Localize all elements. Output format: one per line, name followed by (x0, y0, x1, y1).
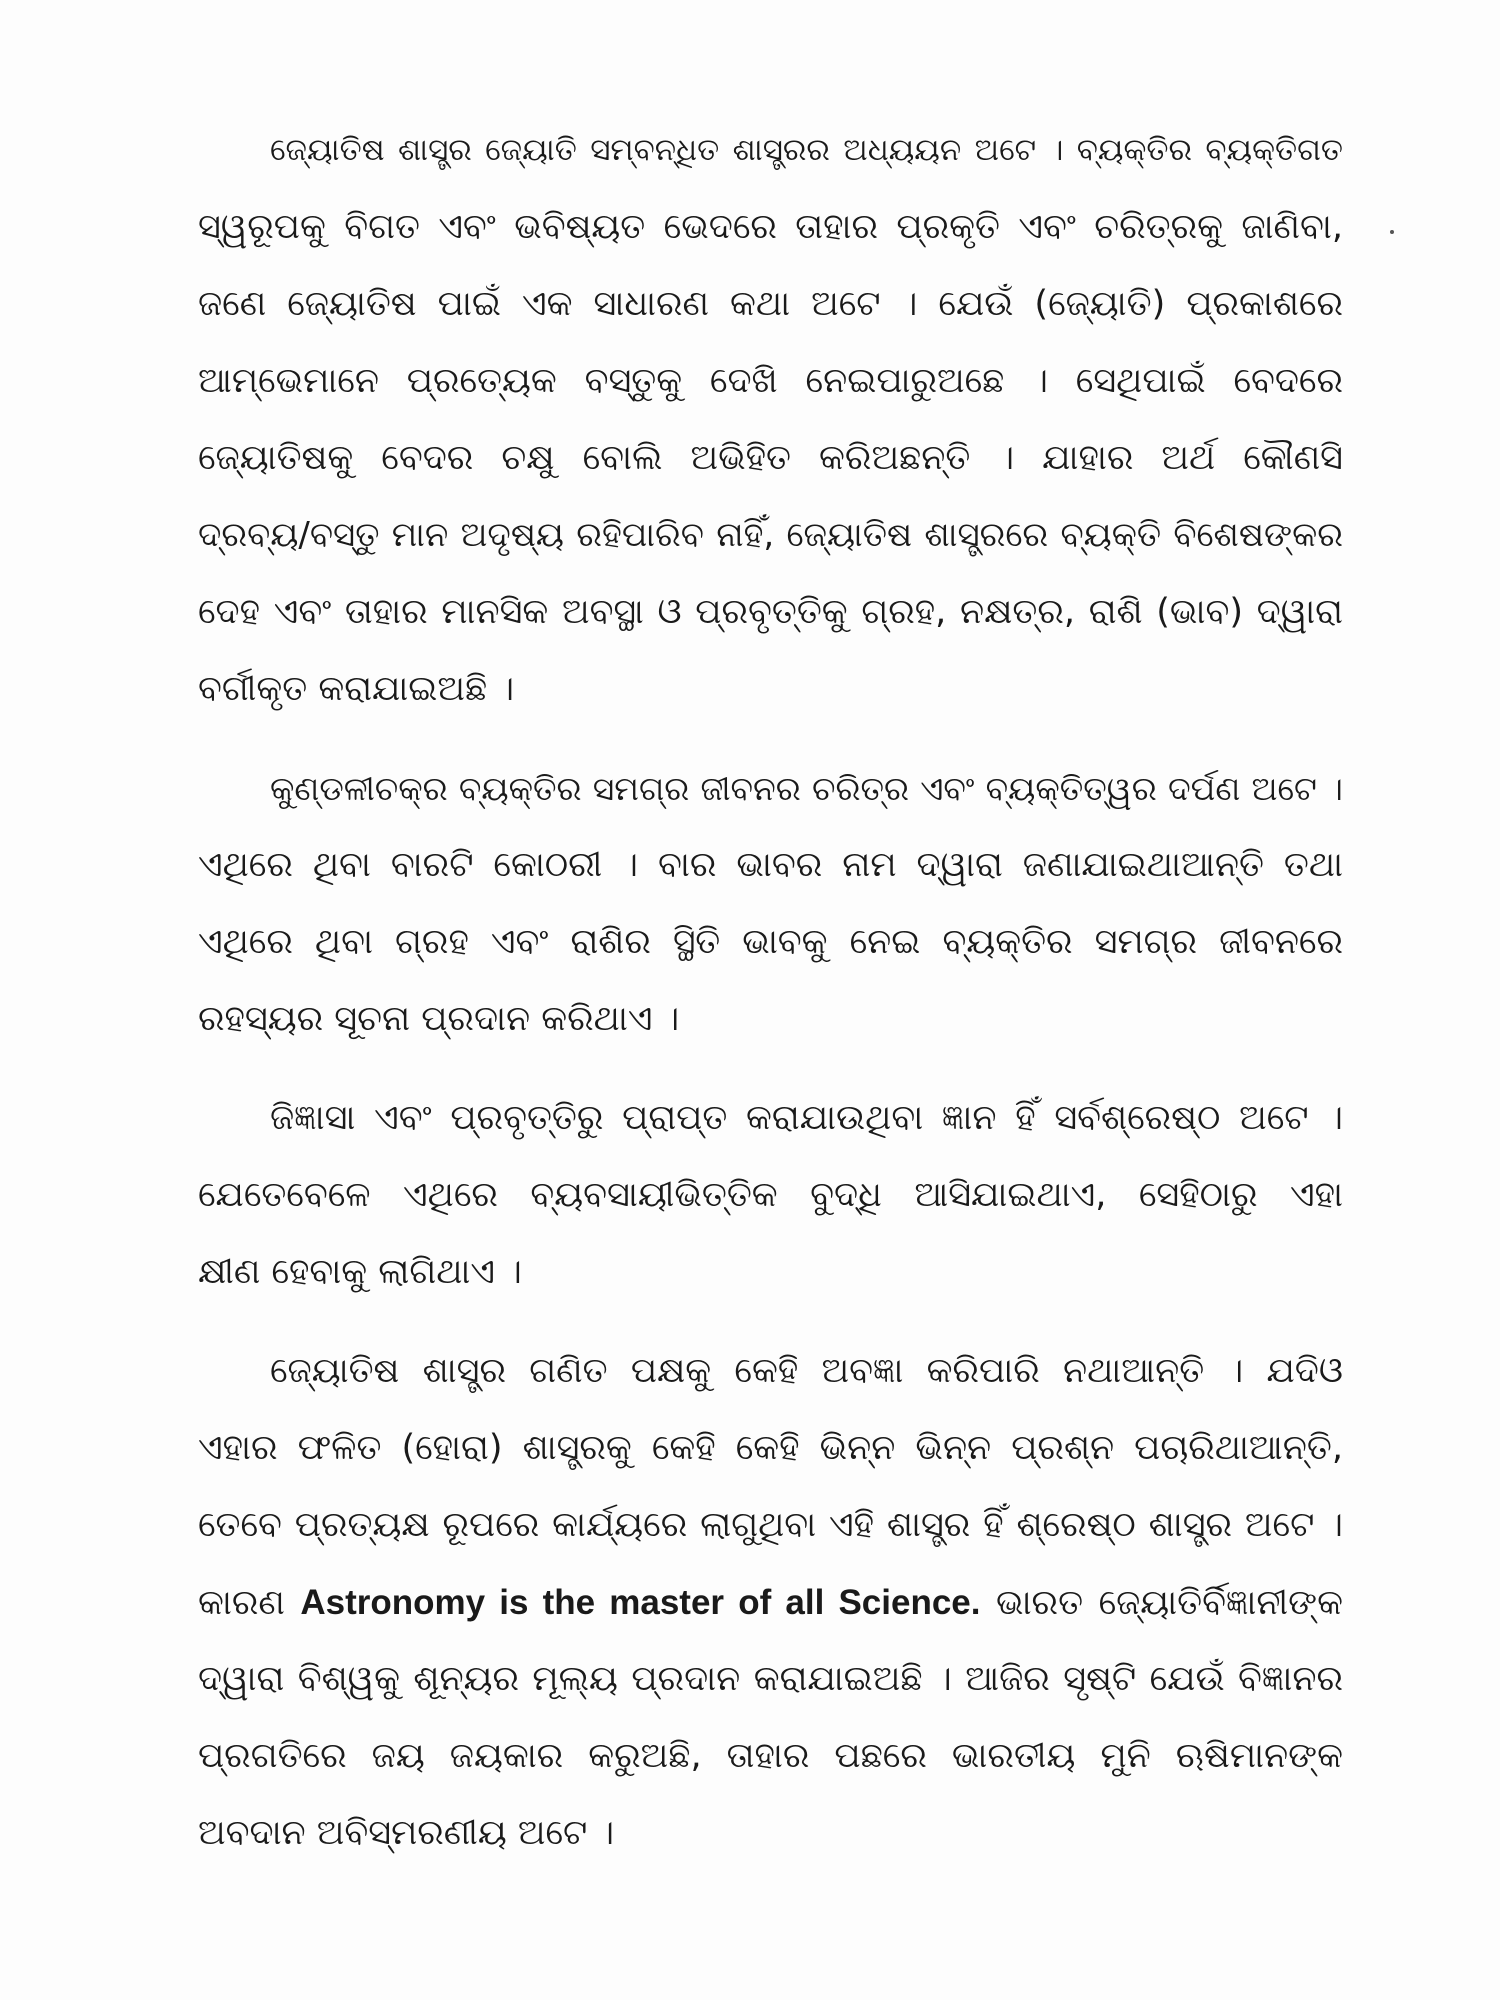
ink-speck (1390, 230, 1394, 234)
text-line: ଯେତେବେଳେ ଏଥିରେ ବ୍ୟବସାୟୀଭିତ୍ତିକ ବୁଦ୍ଧି ଆସିଯାଇଥାଏ, ସେହିଠାରୁ ଏହା (198, 1175, 1343, 1215)
english-quote: Astronomy is the master of all Science. (300, 1583, 981, 1622)
text-line: ତେବେ ପ୍ରତ୍ୟକ୍ଷ ରୂପରେ କାର୍ଯ୍ୟରେ ଲାଗୁଥିବା ଏହି ଶାସ୍ତ୍ର ହିଁ ଶ୍ରେଷ୍ଠ ଶାସ୍ତ୍ର ଅଟେ । (198, 1505, 1343, 1545)
text-line: ଜ୍ୟୋତିଷ ଶାସ୍ତ୍ର ଜ୍ୟୋତି ସମ୍ବନ୍ଧିତ ଶାସ୍ତ୍ରର ଅଧ୍ୟୟନ ଅଟେ । ବ୍ୟକ୍ତିର ବ୍ୟକ୍ତିଗତ (270, 132, 1343, 168)
text-line: ଜ୍ୟୋତିଷ ଶାସ୍ତ୍ର ଗଣିତ ପକ୍ଷକୁ କେହି ଅବଜ୍ଞା କରିପାରି ନଥାଆନ୍ତି । ଯଦିଓ (270, 1351, 1343, 1391)
text-line: ଦ୍ରବ୍ୟ/ବସ୍ତୁ ମାନ ଅଦୃଷ୍ୟ ରହିପାରିବ ନାହିଁ, ଜ୍ୟୋତିଷ ଶାସ୍ତ୍ରରେ ବ୍ୟକ୍ତି ବିଶେଷଙ୍କର (198, 515, 1343, 555)
paragraph-1 (198, 112, 1343, 728)
text-line: ଏହାର ଫଳିତ (ହୋରା) ଶାସ୍ତ୍ରକୁ କେହି କେହି ଭିନ୍ନ ଭିନ୍ନ ପ୍ରଶ୍ନ ପଚାରିଥାଆନ୍ତି, (198, 1428, 1343, 1468)
text-line: ଦ୍ୱାରା ବିଶ୍ୱକୁ ଶୂନ୍ୟର ମୂଲ୍ୟ ପ୍ରଦାନ କରାଯାଇଅଛି । ଆଜିର ସୃଷ୍ଟି ଯେଉଁ ବିଜ୍ଞାନର (198, 1659, 1343, 1699)
page-text (198, 112, 1343, 1872)
text-line: ସ୍ୱରୂପକୁ ବିଗତ ଏବଂ ଭବିଷ୍ୟତ ଭେଦରେ ତାହାର ପ୍ରକୃତି ଏବଂ ଚରିତ୍ରକୁ ଜାଣିବା, (198, 207, 1343, 247)
text-line: ଜଣେ ଜ୍ୟୋତିଷ ପାଇଁ ଏକ ସାଧାରଣ କଥା ଅଟେ । ଯେଉଁ (ଜ୍ୟୋତି) ପ୍ରକାଶରେ (198, 284, 1343, 324)
text-line: ପ୍ରଗତିରେ ଜୟ ଜୟକାର କରୁଅଛି, ତାହାର ପଛରେ ଭାରତୀୟ ମୁନି ଋଷିମାନଙ୍କ (198, 1736, 1343, 1776)
text-line: ଜିଜ୍ଞାସା ଏବଂ ପ୍ରବୃତ୍ତିରୁ ପ୍ରାପ୍ତ କରାଯାଉଥିବା ଜ୍ଞାନ ହିଁ ସର୍ବଶ୍ରେଷ୍ଠ ଅଟେ । (270, 1098, 1343, 1138)
paragraph-4 (198, 1333, 1343, 1872)
text-line: ଅବଦାନ ଅବିସ୍ମରଣୀୟ ଅଟେ । (198, 1813, 615, 1853)
text-line: ଏଥିରେ ଥିବା ଗ୍ରହ ଏବଂ ରାଶିର ସ୍ଥିତି ଭାବକୁ ନେଇ ବ୍ୟକ୍ତିର ସମଗ୍ର ଜୀବନରେ (198, 922, 1343, 962)
text-line: କୁଣ୍ଡଳୀଚକ୍ର ବ୍ୟକ୍ତିର ସମଗ୍ର ଜୀବନର ଚରିତ୍ର ଏବଂ ବ୍ୟକ୍ତିତ୍ୱର ଦର୍ପଣ ଅଟେ । (270, 769, 1343, 808)
text-line: ରହସ୍ୟର ସୂଚନା ପ୍ରଦାନ କରିଥାଏ । (198, 999, 680, 1039)
text-line: ଦେହ ଏବଂ ତାହାର ମାନସିକ ଅବସ୍ଥା ଓ ପ୍ରବୃତ୍ତିକୁ ଗ୍ରହ, ନକ୍ଷତ୍ର, ରାଶି (ଭାବ) ଦ୍ୱାରା (198, 592, 1343, 632)
text-line: ବର୍ଗୀକୃତ କରାଯାଇଅଛି । (198, 669, 515, 709)
paragraph-3 (198, 1080, 1343, 1311)
text-line-mixed (198, 1564, 1343, 1641)
paragraph-2 (198, 750, 1343, 1058)
text-line: କ୍ଷୀଣ ହେବାକୁ ଲାଗିଥାଏ । (198, 1252, 522, 1292)
text-line: ଆମ୍ଭେମାନେ ପ୍ରତ୍ୟେକ ବସ୍ତୁକୁ ଦେଖି ନେଇପାରୁଅଛେ । ସେଥିପାଇଁ ବେଦରେ (198, 361, 1343, 401)
text-line: ଜ୍ୟୋତିଷକୁ ବେଦର ଚକ୍ଷୁ ବୋଲି ଅଭିହିତ କରିଅଛନ୍ତି । ଯାହାର ଅର୍ଥ କୌଣସି (198, 438, 1343, 478)
text-fragment: ଭାରତ ଜ୍ୟୋତିର୍ବିଜ୍ଞାନୀଙ୍କ (980, 1583, 1343, 1623)
text-line: ଏଥିରେ ଥିବା ବାରଟି କୋଠରୀ । ବାର ଭାବର ନାମ ଦ୍ୱାରା ଜଣାଯାଇଥାଆନ୍ତି ତଥା (198, 845, 1343, 885)
text-fragment: କାରଣ (198, 1583, 301, 1623)
